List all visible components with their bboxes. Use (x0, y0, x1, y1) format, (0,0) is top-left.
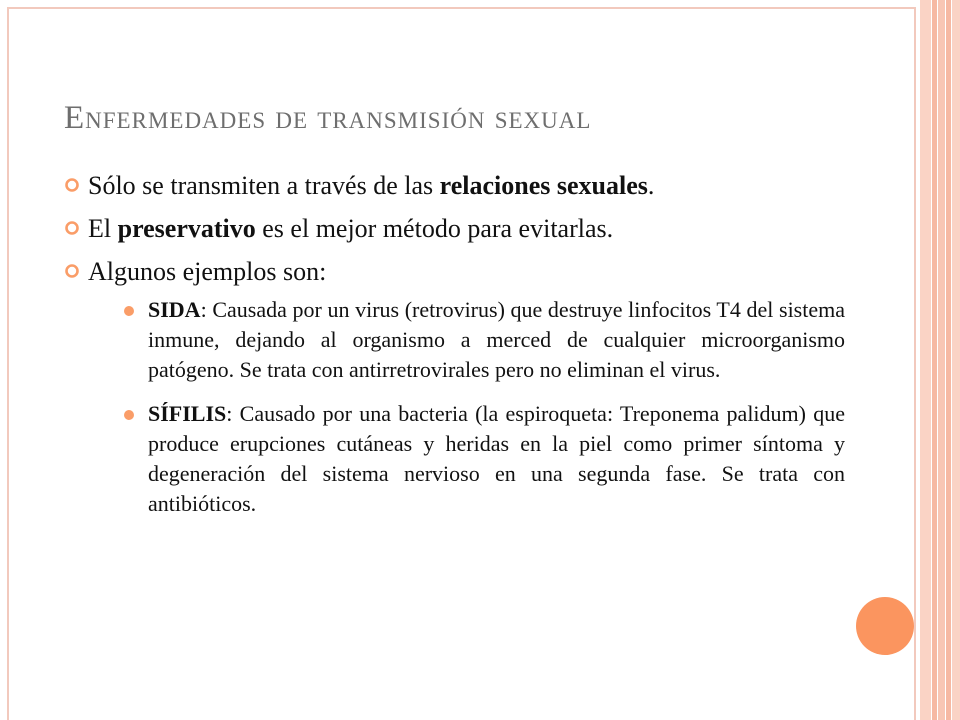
decorative-stripes (920, 0, 960, 720)
bullet-text: Sólo se transmiten a través de las (88, 171, 440, 200)
sub-bullet-item (88, 295, 845, 385)
bullet-icon (64, 263, 80, 279)
decorative-circle (856, 597, 914, 655)
dot-bullet-icon (124, 306, 134, 316)
stripe (946, 0, 951, 720)
bullet-bold-text: preservativo (117, 214, 256, 243)
bullet-icon (64, 220, 80, 236)
bullet-text: Algunos ejemplos son: (88, 257, 327, 286)
stripe (938, 0, 945, 720)
bullet-item (64, 168, 845, 203)
bullet-list (64, 168, 845, 519)
bullet-item (64, 254, 845, 519)
bullet-text: . (647, 171, 655, 200)
bullet-icon (64, 177, 80, 193)
sub-bullet-list (88, 295, 845, 519)
slide-content (64, 168, 845, 533)
example-text: : Causada por un virus (retrovirus) que destruye linfocitos T4 del sistema inmune, dejando al organismo a merced de cualquier microorganismo patógeno. Se trata con antirretrovirales pero no eliminan el virus. (148, 297, 845, 382)
bullet-text: es el mejor método para evitarlas. (255, 214, 614, 243)
example-term: SÍFILIS (148, 401, 227, 426)
bullet-text: El (88, 214, 118, 243)
bullet-item (64, 211, 845, 246)
example-text: : Causado por una bacteria (la espiroqueta: Treponema palidum) que produce erupciones cutáneas y heridas en la piel como primer síntoma y degeneración del sistema nervioso en una segunda fase. Se trata con antibióticos. (148, 401, 845, 516)
bullet-bold-text: relaciones sexuales (439, 171, 648, 200)
stripe (920, 0, 931, 720)
dot-bullet-icon (124, 410, 134, 420)
slide-title: Enfermedades de transmisión sexual (64, 100, 592, 136)
stripe (952, 0, 960, 720)
sub-bullet-item (88, 399, 845, 519)
stripe (932, 0, 937, 720)
example-term: SIDA (148, 297, 201, 322)
